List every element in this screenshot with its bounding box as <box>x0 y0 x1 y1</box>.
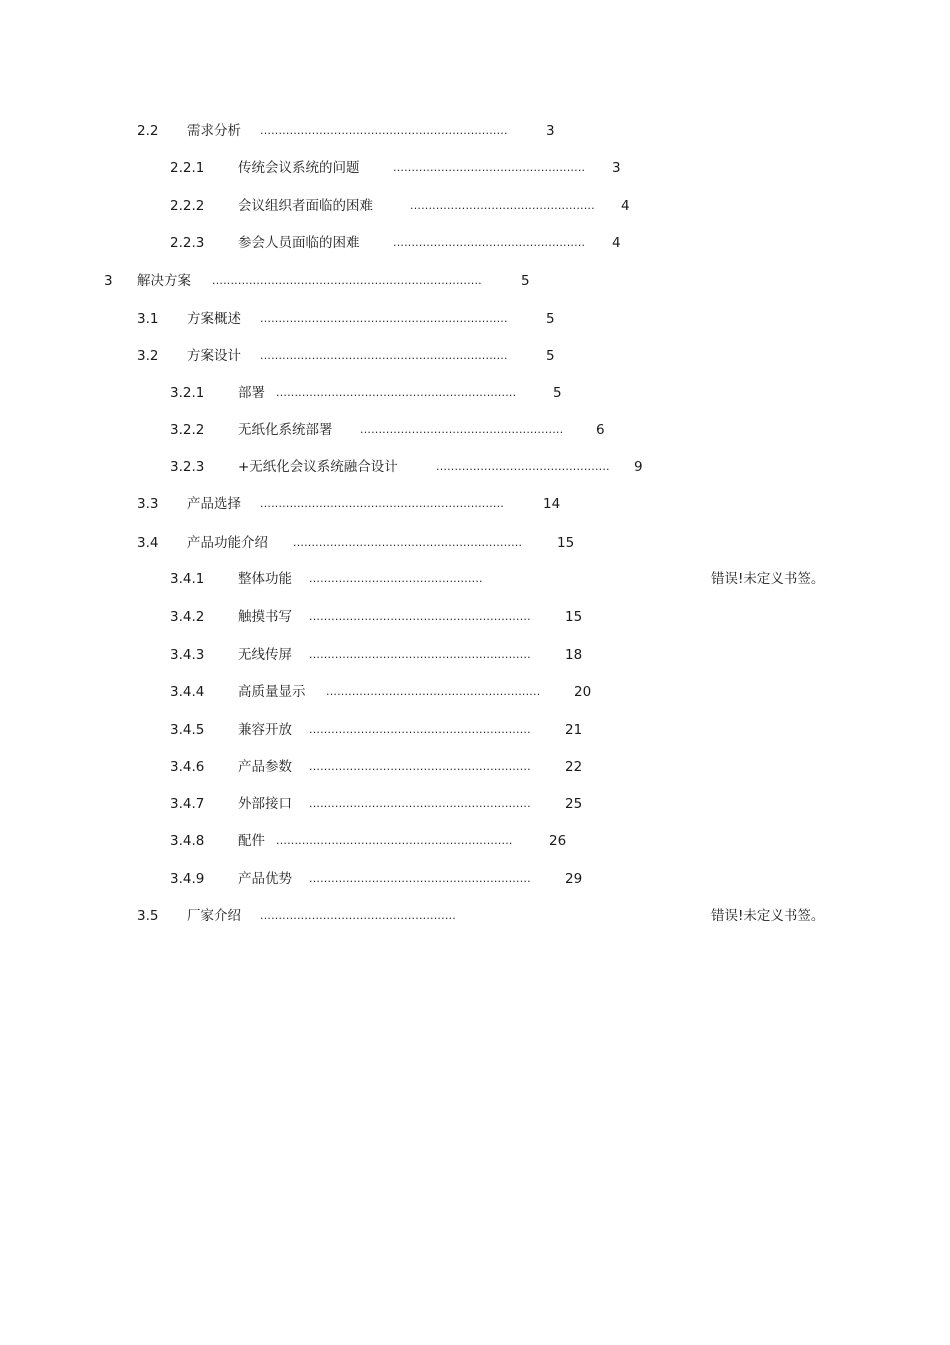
toc-title: 无纸化系统部署 <box>238 422 333 438</box>
toc-page-number: 15 <box>557 535 575 551</box>
toc-entry-3-1[interactable] <box>0 309 950 329</box>
toc-bookmark-error: 错误!未定义书签。 <box>711 908 825 924</box>
toc-entry-3-2-1[interactable] <box>0 383 950 403</box>
toc-leader-dots: ................................................................ <box>276 834 513 847</box>
toc-page-number: 25 <box>565 796 583 812</box>
toc-title: 会议组织者面临的困难 <box>238 198 373 214</box>
toc-number: 3.5 <box>137 908 159 924</box>
toc-entry-3-2[interactable] <box>0 346 950 366</box>
toc-entry-3-4-2[interactable] <box>0 607 950 627</box>
toc-page-number: 9 <box>634 459 643 475</box>
toc-number: 3.4.9 <box>170 871 205 887</box>
toc-number: 3.4.2 <box>170 609 205 625</box>
toc-leader-dots: .................................................... <box>393 236 586 249</box>
toc-leader-dots: ............................................................ <box>309 872 531 885</box>
toc-page-number: 5 <box>546 311 555 327</box>
toc-title: 外部接口 <box>238 796 292 812</box>
toc-title: 传统会议系统的问题 <box>238 160 360 176</box>
toc-number: 3.1 <box>137 311 159 327</box>
toc-entry-3-2-3[interactable] <box>0 457 950 477</box>
toc-number: 3.4.3 <box>170 647 205 663</box>
toc-number: 3.2.2 <box>170 422 205 438</box>
toc-page-number: 5 <box>521 273 530 289</box>
toc-number: 3.4.7 <box>170 796 205 812</box>
toc-entry-3-4-4[interactable] <box>0 682 950 702</box>
toc-leader-dots: .............................................................. <box>293 536 523 549</box>
toc-leader-dots: .......................................................... <box>326 685 541 698</box>
toc-leader-dots: ............................................................ <box>309 648 531 661</box>
toc-entry-3-2-2[interactable] <box>0 420 950 440</box>
toc-leader-dots: ................................................................. <box>276 386 517 399</box>
toc-entry-3-4-1[interactable] <box>0 569 950 589</box>
toc-page-number: 5 <box>553 385 562 401</box>
toc-page-number: 3 <box>612 160 621 176</box>
toc-number: 2.2 <box>137 123 159 139</box>
toc-bookmark-error: 错误!未定义书签。 <box>711 571 825 587</box>
toc-page-number: 20 <box>574 684 592 700</box>
toc-entry-2-2-1[interactable] <box>0 158 950 178</box>
toc-leader-dots: ....................................................... <box>360 423 564 436</box>
toc-title: 参会人员面临的困难 <box>238 235 360 251</box>
toc-leader-dots: .................................................. <box>410 199 595 212</box>
toc-title: 产品功能介绍 <box>187 535 268 551</box>
toc-page-number: 21 <box>565 722 583 738</box>
toc-number: 3.4.4 <box>170 684 205 700</box>
toc-page-number: 5 <box>546 348 555 364</box>
toc-entry-2-2-2[interactable] <box>0 196 950 216</box>
toc-page-number: 4 <box>621 198 630 214</box>
toc-page-number: 3 <box>546 123 555 139</box>
toc-title: 产品优势 <box>238 871 292 887</box>
toc-leader-dots: .................................................................. <box>260 497 504 510</box>
toc-number: 3.4.5 <box>170 722 205 738</box>
toc-number: 3.4 <box>137 535 159 551</box>
toc-title: 部署 <box>238 385 265 401</box>
toc-number: 3.2.1 <box>170 385 205 401</box>
toc-number: 3.4.1 <box>170 571 205 587</box>
toc-leader-dots: ............................................................ <box>309 723 531 736</box>
toc-number: 2.2.2 <box>170 198 205 214</box>
toc-page-number: 18 <box>565 647 583 663</box>
toc-title: 解决方案 <box>137 273 191 289</box>
toc-page-number: 4 <box>612 235 621 251</box>
toc-page-number: 14 <box>543 496 561 512</box>
toc-number: 3.2 <box>137 348 159 364</box>
toc-entry-3-4-5[interactable] <box>0 720 950 740</box>
toc-title: 需求分析 <box>187 123 241 139</box>
toc-leader-dots: ..................................................... <box>260 909 456 922</box>
toc-page-number: 22 <box>565 759 583 775</box>
toc-entry-3-4-7[interactable] <box>0 794 950 814</box>
toc-title: 兼容开放 <box>238 722 292 738</box>
toc-page-number: 26 <box>549 833 567 849</box>
toc-number: 2.2.1 <box>170 160 205 176</box>
toc-title: 触摸书写 <box>238 609 292 625</box>
toc-entry-3-4[interactable] <box>0 533 950 553</box>
toc-title: +无纸化会议系统融合设计 <box>238 459 398 475</box>
toc-title: 整体功能 <box>238 571 292 587</box>
toc-title: 产品参数 <box>238 759 292 775</box>
toc-title: 厂家介绍 <box>187 908 241 924</box>
toc-entry-3-4-3[interactable] <box>0 645 950 665</box>
toc-number: 2.2.3 <box>170 235 205 251</box>
toc-number: 3 <box>104 273 113 289</box>
toc-leader-dots: ............................................................ <box>309 760 531 773</box>
toc-leader-dots: ................................................................... <box>260 349 508 362</box>
toc-title: 无线传屏 <box>238 647 292 663</box>
toc-entry-3-4-9[interactable] <box>0 869 950 889</box>
toc-leader-dots: ................................................................... <box>260 124 508 137</box>
toc-title: 方案概述 <box>187 311 241 327</box>
toc-page-number: 6 <box>596 422 605 438</box>
toc-title: 配件 <box>238 833 265 849</box>
toc-leader-dots: .................................................... <box>393 161 586 174</box>
toc-page-number: 15 <box>565 609 583 625</box>
toc-page-number: 29 <box>565 871 583 887</box>
toc-number: 3.4.8 <box>170 833 205 849</box>
toc-number: 3.2.3 <box>170 459 205 475</box>
toc-entry-3-3[interactable] <box>0 494 950 514</box>
toc-entry-2-2-3[interactable] <box>0 233 950 253</box>
toc-entry-3[interactable] <box>0 271 950 291</box>
toc-leader-dots: ......................................................................... <box>212 274 482 287</box>
toc-entry-3-5[interactable] <box>0 906 950 926</box>
toc-title: 高质量显示 <box>238 684 306 700</box>
toc-entry-2-2[interactable] <box>0 121 950 141</box>
toc-entry-3-4-8[interactable] <box>0 831 950 851</box>
toc-leader-dots: ............................................................ <box>309 797 531 810</box>
toc-title: 产品选择 <box>187 496 241 512</box>
toc-leader-dots: ............................................... <box>436 460 610 473</box>
toc-title: 方案设计 <box>187 348 241 364</box>
toc-leader-dots: ................................................................... <box>260 312 508 325</box>
toc-number: 3.4.6 <box>170 759 205 775</box>
toc-leader-dots: ............................................... <box>309 572 483 585</box>
toc-leader-dots: ............................................................ <box>309 610 531 623</box>
toc-number: 3.3 <box>137 496 159 512</box>
toc-entry-3-4-6[interactable] <box>0 757 950 777</box>
